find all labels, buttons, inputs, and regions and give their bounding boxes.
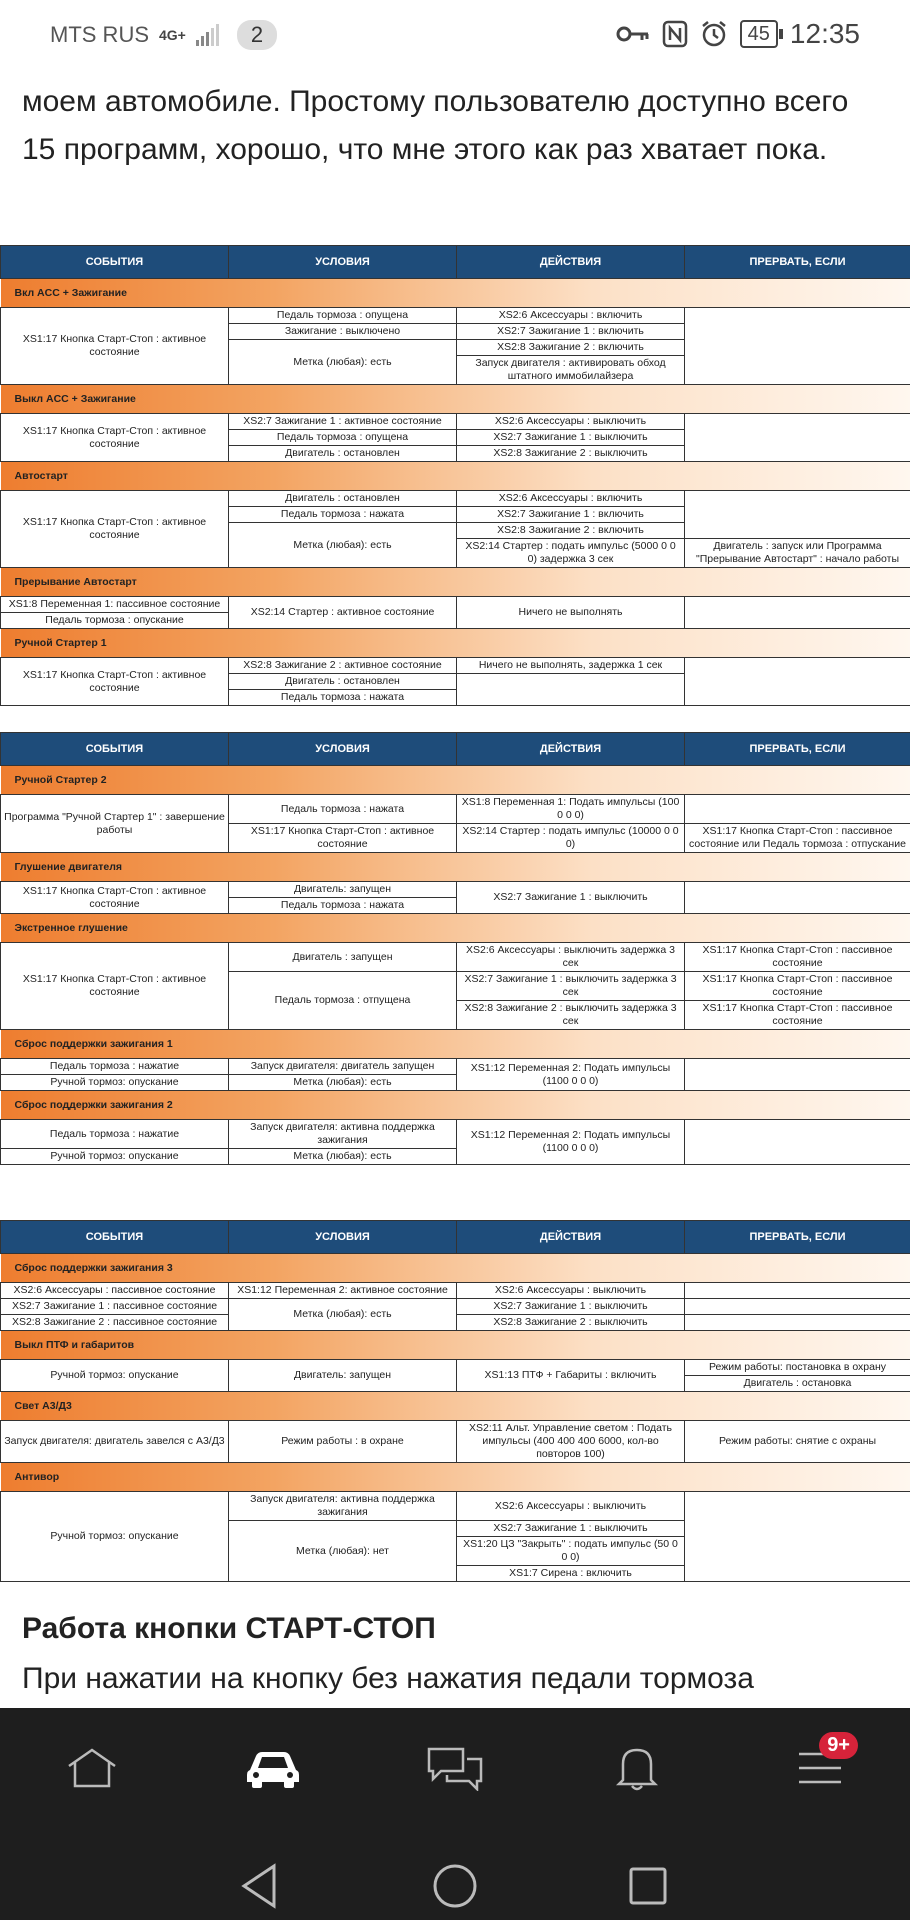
program-section-row [1,462,910,491]
table-cell: XS2:6 Аксессуары : включить [457,491,685,507]
table-cell: XS1:17 Кнопка Старт-Стоп : активное состояние [1,414,229,462]
column-header: УСЛОВИЯ [229,1221,457,1254]
table-cell: Ручной тормоз: опускание [1,1149,229,1165]
table-cell: XS2:6 Аксессуары : выключить задержка 3 сек [457,943,685,972]
tab-garage[interactable] [213,1728,333,1808]
home-icon [65,1746,119,1790]
table-cell: XS1:13 ПТФ + Габариты : включить [457,1360,685,1392]
table-cell: Режим работы: снятие с охраны [685,1421,910,1463]
column-header: ДЕЙСТВИЯ [457,733,685,766]
table-row [1,1421,910,1463]
program-title: Автостарт [1,462,910,491]
table-cell: XS1:17 Кнопка Старт-Стоп : активное состояние [1,943,229,1030]
tab-notifications[interactable] [577,1728,697,1808]
table-header-row [1,246,910,279]
table-cell: Двигатель : запущен [229,943,457,972]
table-row [1,491,910,507]
table-cell: Двигатель : запуск или Программа "Прерывание Автостарт" : начало работы [685,539,910,568]
table-cell [685,1492,910,1582]
table-row [1,1299,910,1315]
table-cell: Ручной тормоз: опускание [1,1075,229,1091]
table-cell [685,308,910,385]
table-cell: Запуск двигателя : активировать обход штатного иммобилайзера [457,356,685,385]
table-row [1,882,910,898]
table-cell: Запуск двигателя: активна поддержка зажигания [229,1120,457,1149]
table-cell: XS2:6 Аксессуары : выключить [457,1492,685,1521]
table-cell: XS2:14 Стартер : активное состояние [229,597,457,629]
table-cell: XS1:12 Переменная 2: Подать импульсы (1100 0 0 0) [457,1059,685,1091]
table-cell: XS2:8 Зажигание 2 : включить [457,340,685,356]
table-cell: XS2:8 Зажигание 2 : активное состояние [229,658,457,674]
program-section-row [1,1331,910,1360]
recents-icon [627,1865,669,1907]
table-cell: Программа "Ручной Стартер 1" : завершение работы [1,795,229,853]
table-cell: Метка (любая): нет [229,1521,457,1582]
home-circle-icon [431,1862,479,1910]
system-recents-button[interactable] [588,1856,708,1916]
table-cell: XS2:7 Зажигание 1 : выключить [457,1299,685,1315]
table-cell: Педаль тормоза : опускание [1,613,229,629]
table-cell: XS1:8 Переменная 1: пассивное состояние [1,597,229,613]
nfc-icon [662,20,688,48]
column-header: ПРЕРВАТЬ, ЕСЛИ [685,246,910,279]
table-cell: XS2:7 Зажигание 1 : пассивное состояние [1,1299,229,1315]
table-cell: Запуск двигателя: двигатель завелся с А3/Д3 [1,1421,229,1463]
table-cell: XS1:17 Кнопка Старт-Стоп : активное состояние [1,308,229,385]
system-home-button[interactable] [395,1856,515,1916]
chat-icon [425,1745,485,1791]
program-title: Ручной Стартер 1 [1,629,910,658]
program-section-row [1,629,910,658]
program-title: Глушение двигателя [1,853,910,882]
table-row [1,1283,910,1299]
table-cell: XS2:14 Стартер : подать импульс (10000 0 0 0) [457,824,685,853]
table-cell: XS2:8 Зажигание 2 : включить [457,523,685,539]
table-row [1,1059,910,1075]
table-cell: XS2:6 Аксессуары : выключить [457,414,685,430]
program-section-row [1,568,910,597]
table-row [1,795,910,824]
carrier-name: MTS RUS [50,22,149,47]
table-cell: XS1:17 Кнопка Старт-Стоп : пассивное состояние [685,943,910,972]
table-cell: XS2:6 Аксессуары : выключить [457,1283,685,1299]
table-cell: XS1:12 Переменная 2: Подать импульсы (1100 0 0 0) [457,1120,685,1165]
program-title: Свет А3/Д3 [1,1392,910,1421]
table-cell: XS2:7 Зажигание 1 : активное состояние [229,414,457,430]
table-cell: XS2:7 Зажигание 1 : выключить [457,430,685,446]
program-title: Выкл ACC + Зажигание [1,385,910,414]
column-header: ДЕЙСТВИЯ [457,246,685,279]
table-cell: Педаль тормоза : нажатие [1,1120,229,1149]
table-cell: XS2:7 Зажигание 1 : выключить [457,1521,685,1537]
table-cell: Метка (любая): есть [229,1299,457,1331]
table-cell [685,1120,910,1165]
table-cell: Режим работы : в охране [229,1421,457,1463]
table-cell: XS1:20 ЦЗ "Закрыть" : подать импульс (50 0 0 0) [457,1537,685,1566]
table-cell: XS2:8 Зажигание 2 : выключить [457,446,685,462]
table-cell: Ничего не выполнять, задержка 1 сек [457,658,685,674]
signal-icon [196,24,219,46]
table-cell: Педаль тормоза : нажатие [1,1059,229,1075]
program-title: Вкл ACC + Зажигание [1,279,910,308]
notification-count-badge: 2 [237,20,277,50]
table-cell: XS2:8 Зажигание 2 : выключить [457,1315,685,1331]
program-section-row [1,1091,910,1120]
table-cell: Педаль тормоза : нажата [229,507,457,523]
bell-icon [615,1744,659,1792]
table-cell: Педаль тормоза : опущена [229,430,457,446]
status-bar [0,0,910,78]
program-section-row [1,853,910,882]
table-row [1,308,910,324]
program-title: Сброс поддержки зажигания 2 [1,1091,910,1120]
table-cell: XS2:7 Зажигание 1 : выключить [457,882,685,914]
table-cell: XS2:11 Альт. Управление светом : Подать импульсы (400 400 400 6000, кол-во повторов 100) [457,1421,685,1463]
table-cell: Запуск двигателя: двигатель запущен [229,1059,457,1075]
program-section-row [1,914,910,943]
table-cell: Метка (любая): есть [229,1149,457,1165]
article-paragraph: При нажатии на кнопку без нажатия педали тормоза [22,1662,754,1695]
table-cell [685,795,910,824]
table-cell [685,1283,910,1299]
table-cell: XS2:7 Зажигание 1 : включить [457,324,685,340]
rules-table-1 [0,245,910,706]
program-title: Ручной Стартер 2 [1,766,910,795]
table-cell: XS2:6 Аксессуары : включить [457,308,685,324]
column-header: УСЛОВИЯ [229,733,457,766]
table-cell: Ручной тормоз: опускание [1,1360,229,1392]
column-header: СОБЫТИЯ [1,1221,229,1254]
table-cell: XS1:8 Переменная 1: Подать импульсы (100 0 0 0) [457,795,685,824]
table-cell: Двигатель: запущен [229,1360,457,1392]
table-cell: Двигатель : остановлен [229,446,457,462]
program-title: Выкл ПТФ и габаритов [1,1331,910,1360]
table-row [1,1492,910,1521]
table-cell: Педаль тормоза : нажата [229,795,457,824]
program-section-row [1,1463,910,1492]
clock: 12:35 [789,18,860,49]
table-cell: XS1:17 Кнопка Старт-Стоп : пассивное состояние [685,1001,910,1030]
table-row [1,597,910,613]
table-header-row [1,1221,910,1254]
program-section-row [1,385,910,414]
program-section-row [1,1392,910,1421]
program-title: Сброс поддержки зажигания 3 [1,1254,910,1283]
table-cell: XS1:7 Сирена : включить [457,1566,685,1582]
column-header: ПРЕРВАТЬ, ЕСЛИ [685,733,910,766]
table-cell: XS1:17 Кнопка Старт-Стоп : пассивное состояние [685,972,910,1001]
table-cell [685,658,910,706]
table-cell [685,1299,910,1315]
car-icon [244,1746,302,1790]
column-header: СОБЫТИЯ [1,246,229,279]
table-cell: XS1:17 Кнопка Старт-Стоп : активное состояние [1,882,229,914]
table-cell: Зажигание : выключено [229,324,457,340]
rules-table-3 [0,1220,910,1582]
table-cell: Двигатель : остановка [685,1376,910,1392]
article-intro-text: моем автомобиле. Простому пользователю доступно всего 15 программ, хорошо, что мне этого как раз хватает пока. [22,85,849,166]
program-title: Сброс поддержки зажигания 1 [1,1030,910,1059]
table-cell [685,597,910,629]
rules-table-2 [0,732,910,1165]
table-cell: XS2:8 Зажигание 2 : выключить задержка 3 сек [457,1001,685,1030]
table-row [1,414,910,430]
column-header: ПРЕРВАТЬ, ЕСЛИ [685,1221,910,1254]
key-icon [616,24,650,44]
table-cell: XS1:17 Кнопка Старт-Стоп : пассивное состояние или Педаль тормоза : отпускание [685,824,910,853]
table-row [1,943,910,972]
table-cell: Режим работы: постановка в охрану [685,1360,910,1376]
table-cell: XS1:17 Кнопка Старт-Стоп : активное состояние [1,658,229,706]
program-title: Экстренное глушение [1,914,910,943]
table-cell [457,674,685,706]
program-section-row [1,1254,910,1283]
back-icon [238,1862,282,1910]
table-cell [685,1315,910,1331]
table-cell: Запуск двигателя: активна поддержка зажигания [229,1492,457,1521]
bottom-navigation [0,1708,910,1920]
table-cell: XS2:8 Зажигание 2 : пассивное состояние [1,1315,229,1331]
program-section-row [1,766,910,795]
section-heading: Работа кнопки СТАРТ-СТОП [22,1612,436,1645]
table-cell: Метка (любая): есть [229,1075,457,1091]
alarm-icon [700,20,728,48]
column-header: СОБЫТИЯ [1,733,229,766]
table-cell [685,1059,910,1091]
table-cell: XS2:14 Стартер : подать импульс (5000 0 0 0) задержка 3 сек [457,539,685,568]
column-header: УСЛОВИЯ [229,246,457,279]
table-cell: Двигатель : остановлен [229,491,457,507]
table-cell: XS1:12 Переменная 2: активное состояние [229,1283,457,1299]
table-cell: XS2:7 Зажигание 1 : включить [457,507,685,523]
table-cell: Педаль тормоза : опущена [229,308,457,324]
table-cell: Двигатель : остановлен [229,674,457,690]
tab-home[interactable] [32,1728,152,1808]
table-cell: XS1:17 Кнопка Старт-Стоп : активное состояние [229,824,457,853]
program-title: Антивор [1,1463,910,1492]
table-row [1,1360,910,1376]
table-cell: Ничего не выполнять [457,597,685,629]
table-cell: Двигатель: запущен [229,882,457,898]
table-cell: XS2:6 Аксессуары : пассивное состояние [1,1283,229,1299]
network-type: 4G+ [159,27,186,43]
program-section-row [1,1030,910,1059]
table-cell: XS1:17 Кнопка Старт-Стоп : активное состояние [1,491,229,568]
program-section-row [1,279,910,308]
battery-icon: 45 [740,20,778,48]
table-cell: Метка (любая): есть [229,523,457,568]
tab-messages[interactable] [395,1728,515,1808]
table-cell: Метка (любая): есть [229,340,457,385]
menu-badge: 9+ [819,1732,858,1759]
table-cell [685,882,910,914]
program-title: Прерывание Автостарт [1,568,910,597]
table-cell [685,414,910,462]
table-cell: Педаль тормоза : нажата [229,898,457,914]
table-row [1,658,910,674]
tab-menu[interactable] [760,1728,880,1808]
table-cell: Педаль тормоза : отпущена [229,972,457,1030]
column-header: ДЕЙСТВИЯ [457,1221,685,1254]
table-cell: Педаль тормоза : нажата [229,690,457,706]
system-back-button[interactable] [200,1856,320,1916]
table-cell: XS2:7 Зажигание 1 : выключить задержка 3 сек [457,972,685,1001]
table-row [1,1120,910,1149]
table-cell [685,491,910,539]
table-header-row [1,733,910,766]
table-cell: Ручной тормоз: опускание [1,1492,229,1582]
